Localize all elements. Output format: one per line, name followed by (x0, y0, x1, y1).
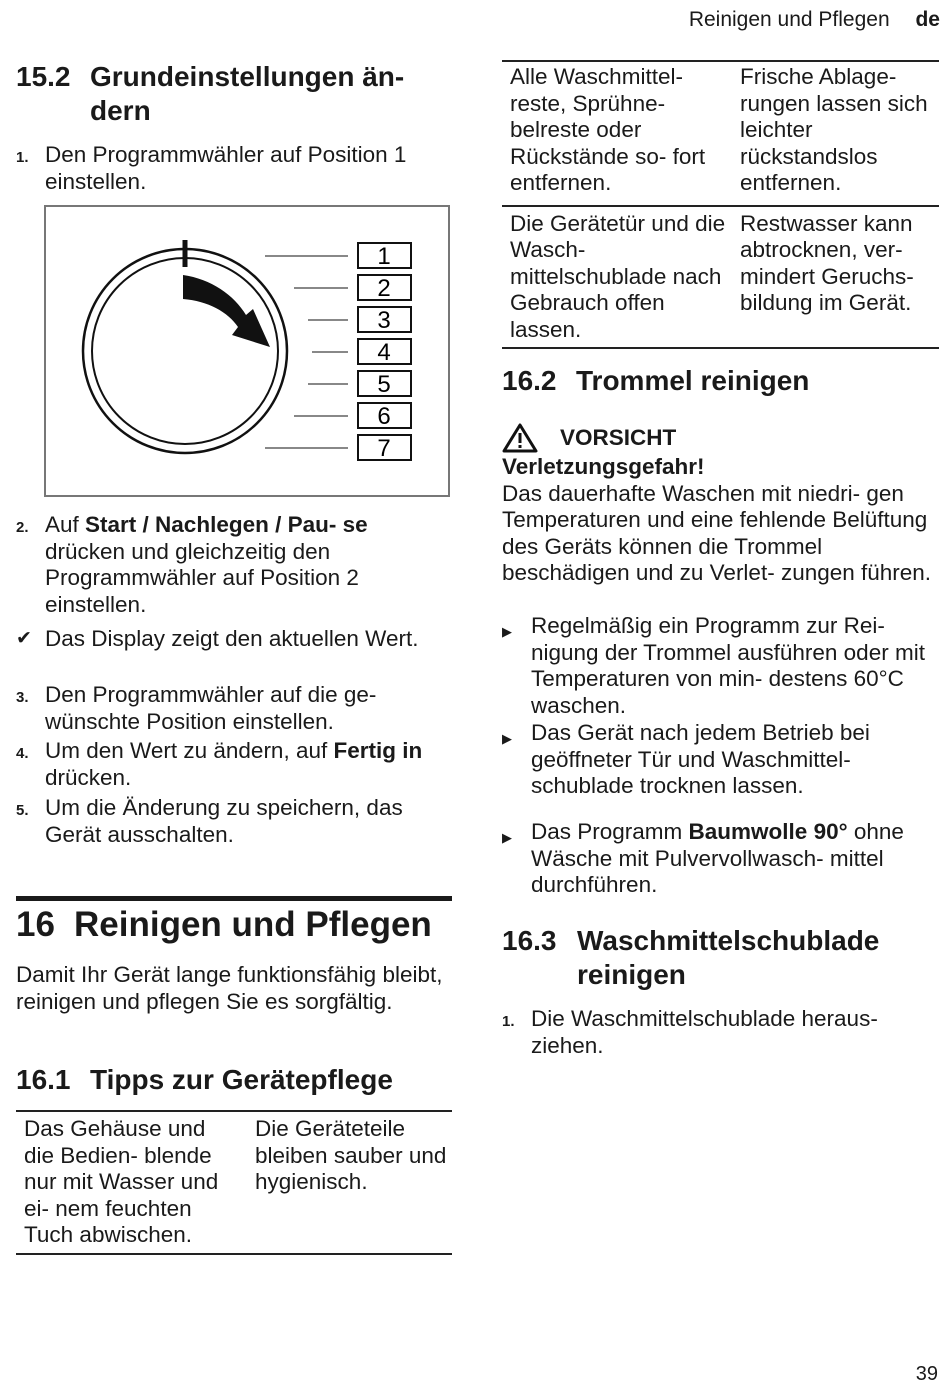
section-16-3-heading (502, 924, 939, 992)
bullet-text: Das Gerät nach jedem Betrieb bei geöffneter Tür und Waschmittel- schublade trocknen lassen. (531, 720, 870, 798)
section-number: 16.2 (502, 365, 557, 396)
result-text: Das Display zeigt den aktuellen Wert. (45, 626, 419, 651)
position-label: 5 (377, 371, 391, 398)
step-text: Den Programmwähler auf die ge- wünschte Position einstellen. (45, 682, 377, 734)
caution-label: VORSICHT (560, 425, 677, 450)
bullet-text-post: ohne Wäsche mit Pulvervollwasch- mittel durchführen. (531, 819, 904, 897)
step-number: 1. (502, 1013, 515, 1030)
step-2 (16, 512, 446, 618)
section-number: 16.3 (502, 925, 557, 956)
step-1-drawer (502, 1006, 939, 1059)
step-number: 1. (16, 149, 29, 166)
step-text: Den Programmwähler auf Position 1 einstellen. (45, 142, 407, 194)
tips-table-part1 (16, 1110, 452, 1255)
chapter-title: Reinigen und Pflegen (74, 905, 432, 944)
step-text-pre: Auf (45, 512, 86, 537)
table-row (502, 206, 939, 349)
header-title: Reinigen und Pflegen (688, 8, 890, 31)
position-label: 2 (377, 275, 391, 302)
step-text: Die Waschmittelschublade heraus- ziehen. (531, 1006, 878, 1058)
table-row (502, 61, 939, 206)
section-title-line2: dern (90, 95, 151, 126)
running-header (689, 8, 940, 32)
position-label: 6 (377, 403, 391, 430)
bullet-arrow-icon: ▶ (502, 830, 512, 845)
instruction-bullet-3 (502, 819, 939, 899)
bullet-arrow-icon: ▶ (502, 624, 512, 639)
chapter-rule (16, 896, 452, 901)
step-text-post: drücken und gleichzeitig den Programmwähler auf Position 2 einstellen. (45, 538, 359, 617)
table-cell: Die Geräteteile bleiben sauber und hygienisch. (255, 1116, 447, 1194)
position-label: 4 (377, 339, 391, 366)
table-cell: Frische Ablage- rungen lassen sich leichter rückstandslos entfernen. (740, 64, 928, 195)
position-label: 3 (377, 307, 391, 334)
step-4 (16, 738, 456, 791)
step-number: 2. (16, 519, 29, 536)
button-name-fertig-in: Fertig in (333, 738, 423, 763)
bullet-arrow-icon: ▶ (502, 731, 512, 746)
table-cell: Das Gehäuse und die Bedien- blende nur mit Wasser und ei- nem feuchten Tuch abwischen. (24, 1116, 219, 1247)
step-5 (16, 795, 446, 848)
warning-triangle-icon (502, 423, 538, 453)
button-name-start-pause: Start / Nachlegen / Pau- se (85, 512, 368, 537)
position-label: 7 (377, 435, 391, 462)
instruction-bullet-1 (502, 613, 939, 719)
table-row (16, 1111, 452, 1254)
tips-table-part2 (502, 60, 939, 349)
step-result (16, 626, 446, 653)
bullet-text: Regelmäßig ein Programm zur Rei- nigung der Trommel ausführen oder mit Temperaturen von min- destens 60°C waschen. (531, 613, 925, 718)
program-name: Baumwolle 90° (688, 819, 848, 844)
step-1 (16, 142, 446, 195)
step-text-pre: Um den Wert zu ändern, auf (45, 738, 334, 763)
bullet-text-pre: Das Programm (531, 819, 689, 844)
section-title-line1: Grundeinstellungen än- (90, 61, 405, 92)
section-16-2-heading (502, 364, 939, 398)
instruction-bullet-2 (502, 720, 939, 800)
header-language: de (915, 8, 940, 31)
rotation-arrow-icon (183, 275, 270, 347)
step-number: 4. (16, 745, 29, 762)
position-label: 1 (377, 243, 391, 270)
chapter-16-heading (16, 905, 452, 945)
program-selector-figure (44, 205, 450, 497)
table-cell: Restwasser kann abtrocknen, ver- mindert Geruchs- bildung im Gerät. (740, 210, 914, 315)
caution-text: Das dauerhafte Waschen mit niedri- gen Temperaturen und eine fehlende Belüftung des Geräts können die Trommel beschädigen und zu Verlet- zungen führen. (502, 480, 932, 585)
section-title-line1: Waschmittelschublade (577, 925, 880, 956)
table-cell: Alle Waschmittel- reste, Sprühne- belreste oder Rückstände so- fort entfernen. (510, 64, 706, 195)
table-cell: Die Gerätetür und die Wasch- mittelschublade nach Gebrauch offen lassen. (510, 210, 726, 342)
section-number: 15.2 (16, 61, 71, 92)
section-16-1-heading (16, 1063, 452, 1097)
section-title: Trommel reinigen (576, 365, 810, 396)
section-15-2-heading (16, 60, 452, 128)
page-number: 39 (915, 1363, 938, 1385)
chapter-number: 16 (16, 905, 55, 944)
check-icon: ✔ (16, 628, 32, 649)
step-3 (16, 682, 446, 735)
section-number: 16.1 (16, 1064, 71, 1095)
caution-block (502, 422, 939, 587)
section-title-line2: reinigen (577, 959, 686, 990)
step-number: 5. (16, 802, 29, 819)
step-number: 3. (16, 689, 29, 706)
step-text: Um die Änderung zu speichern, das Gerät ausschalten. (45, 795, 403, 847)
section-title: Tipps zur Gerätepflege (90, 1064, 393, 1095)
chapter-intro: Damit Ihr Gerät lange funktionsfähig bleibt, reinigen und pflegen Sie es sorgfältig. (16, 962, 443, 1014)
step-text-post: drücken. (45, 764, 132, 790)
program-dial-illustration (46, 207, 448, 495)
caution-title: Verletzungsgefahr! (502, 454, 705, 479)
